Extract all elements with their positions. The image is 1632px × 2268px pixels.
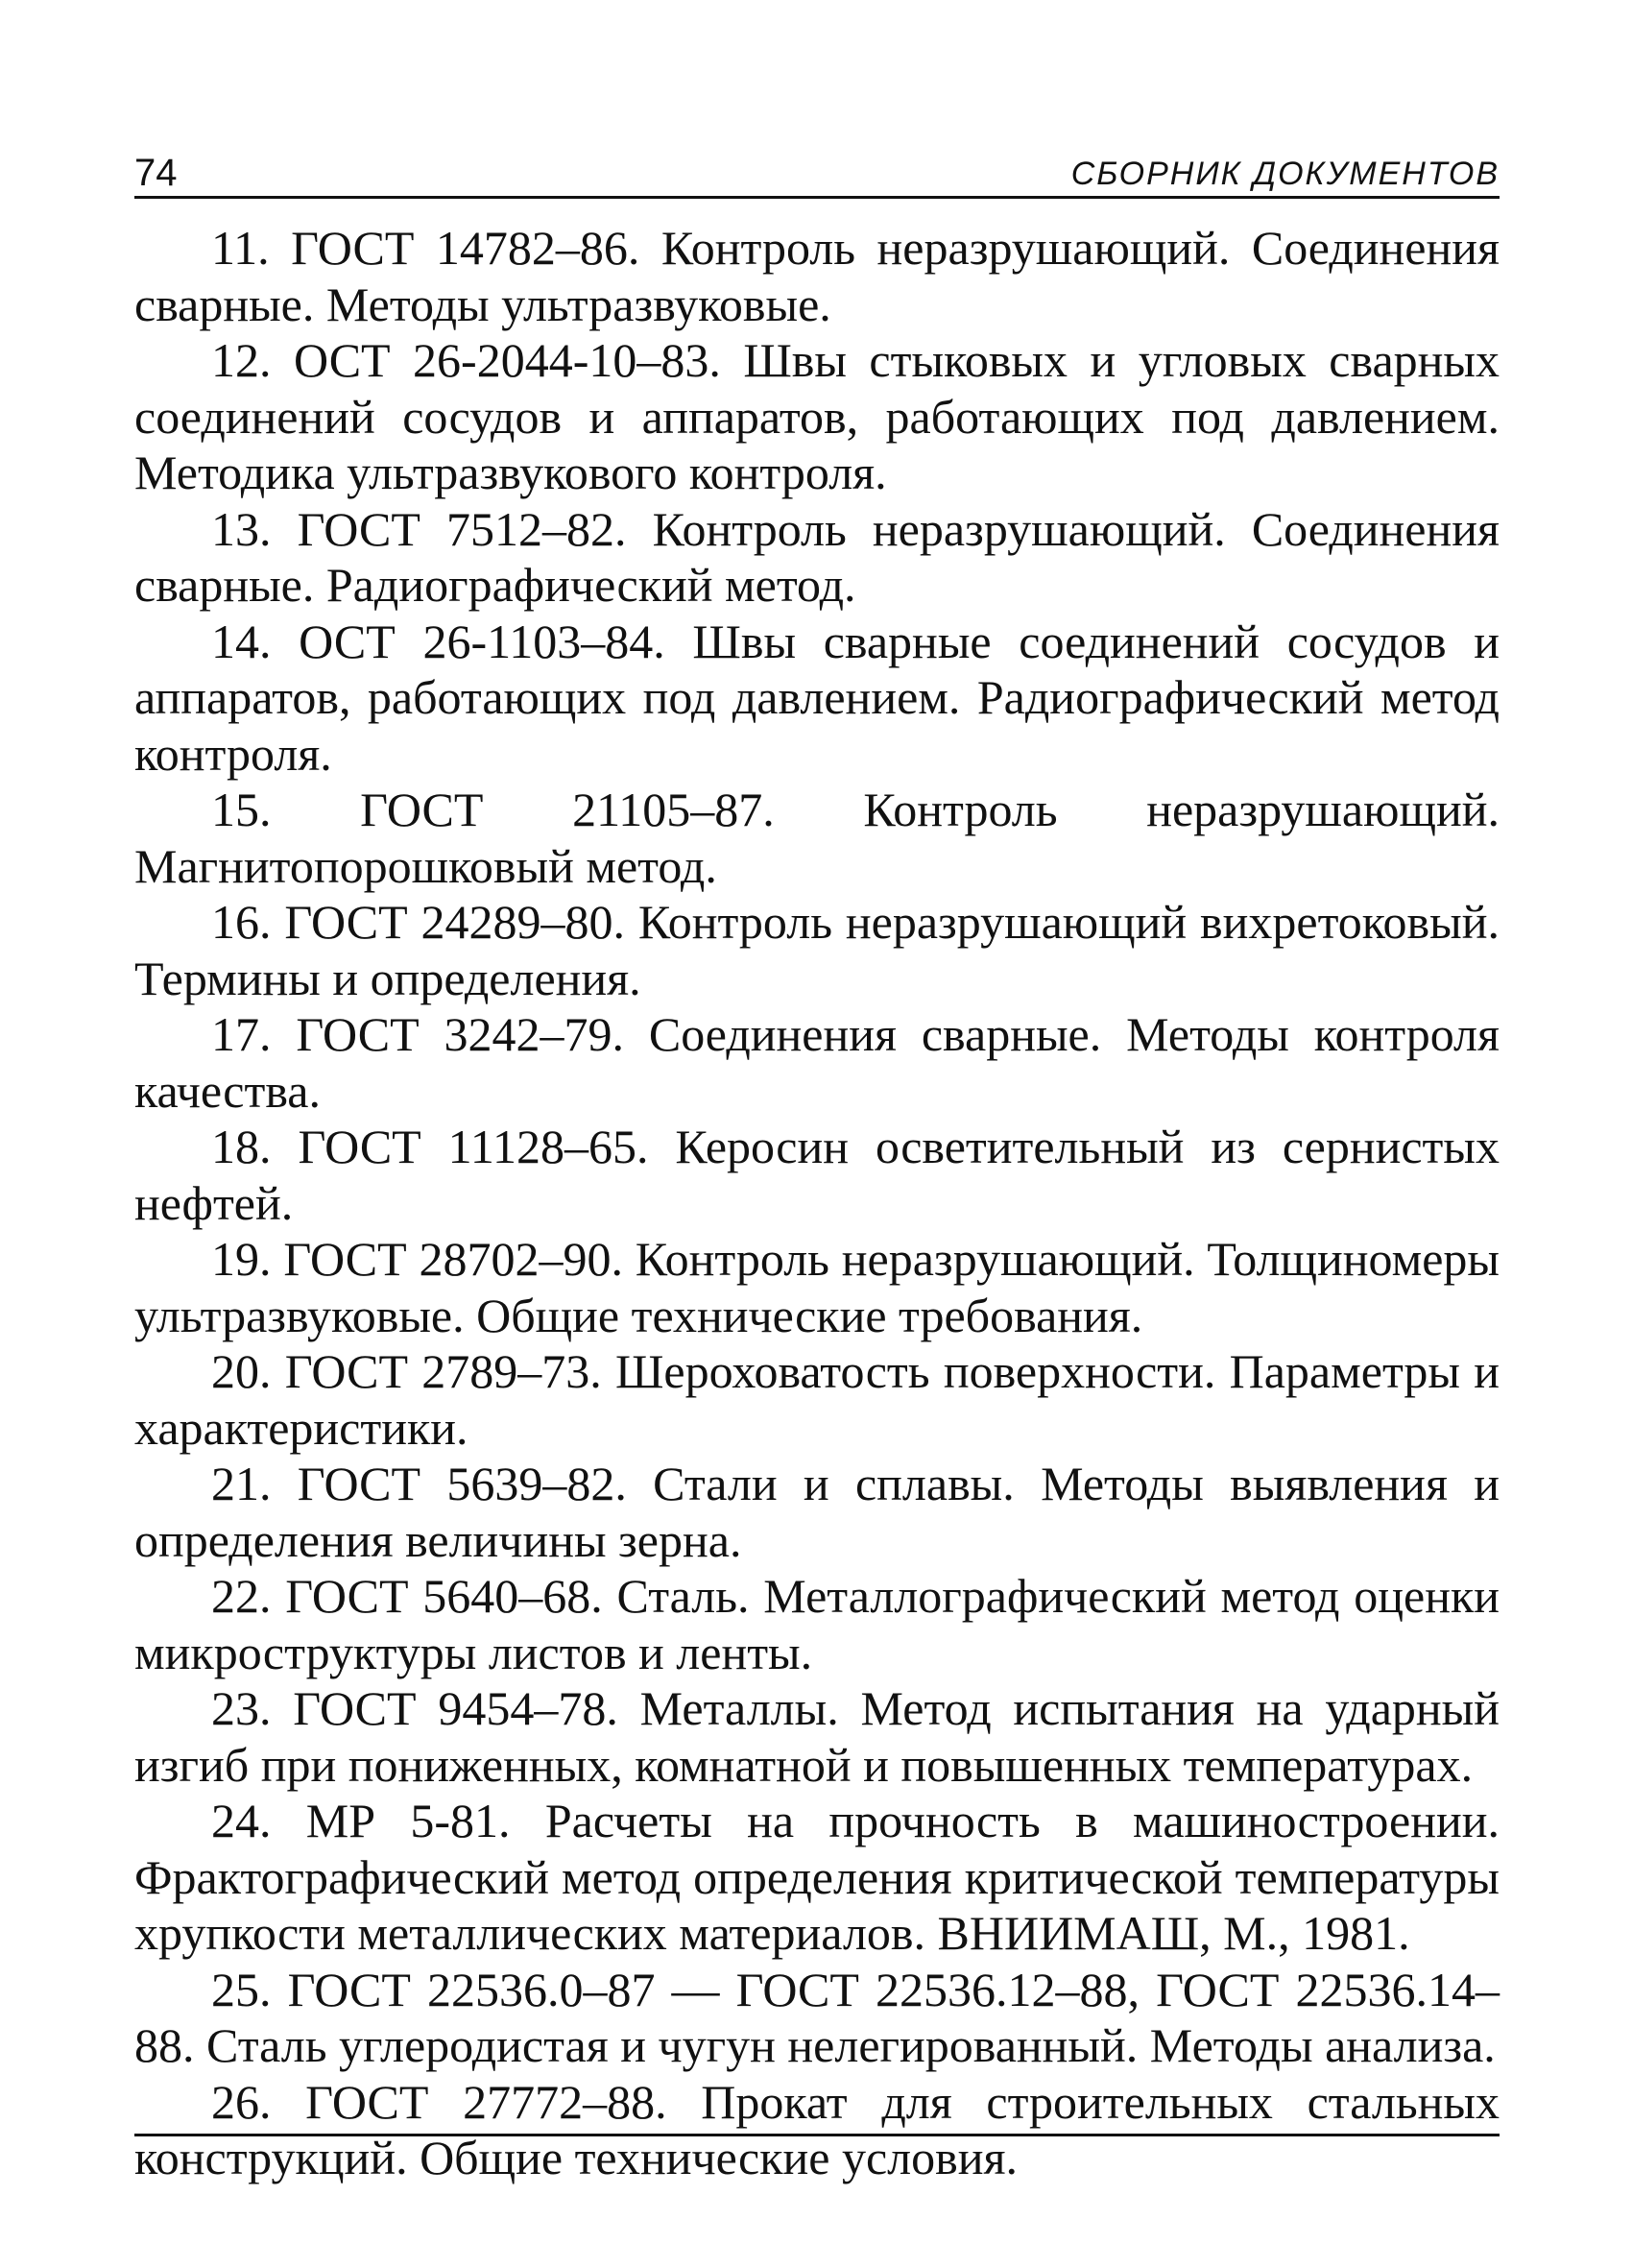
list-item: 12. ОСТ 26-2044-10–83. Швы стыковых и угловых сварных соединений сосудов и аппаратов, работающих под давлением. Методика ультразвукового контроля. <box>134 333 1500 499</box>
list-item: 17. ГОСТ 3242–79. Соединения сварные. Методы контроля качества. <box>134 1007 1500 1118</box>
footer-rule <box>134 2134 1500 2136</box>
reference-list <box>134 220 1500 2186</box>
list-item: 13. ГОСТ 7512–82. Контроль неразрушающий. Соединения сварные. Радиографический метод. <box>134 501 1500 612</box>
list-item: 25. ГОСТ 22536.0–87 — ГОСТ 22536.12–88, ГОСТ 22536.14–88. Сталь углеродистая и чугун нелегированный. Методы анализа. <box>134 1962 1500 2072</box>
list-item: 15. ГОСТ 21105–87. Контроль неразрушающий. Магнитопорошковый метод. <box>134 783 1500 893</box>
page-number: 74 <box>134 152 178 194</box>
list-item: 23. ГОСТ 9454–78. Металлы. Метод испытания на ударный изгиб при пониженных, комнатной и повышенных температурах. <box>134 1681 1500 1792</box>
list-item: 18. ГОСТ 11128–65. Керосин осветительный из сернистых нефтей. <box>134 1120 1500 1230</box>
list-item: 14. ОСТ 26-1103–84. Швы сварные соединений сосудов и аппаратов, работающих под давлением. Радиографический метод контроля. <box>134 614 1500 781</box>
page-header <box>134 142 1500 199</box>
list-item: 21. ГОСТ 5639–82. Стали и сплавы. Методы выявления и определения величины зерна. <box>134 1457 1500 1567</box>
list-item: 11. ГОСТ 14782–86. Контроль неразрушающий. Соединения сварные. Методы ультразвуковые. <box>134 221 1500 331</box>
list-item: 16. ГОСТ 24289–80. Контроль неразрушающий вихретоковый. Термины и определения. <box>134 895 1500 1005</box>
list-item: 20. ГОСТ 2789–73. Шероховатость поверхности. Параметры и характеристики. <box>134 1344 1500 1455</box>
list-item: 26. ГОСТ 27772–88. Прокат для строительных стальных конструкций. Общие технические условия. <box>134 2074 1500 2184</box>
list-item: 22. ГОСТ 5640–68. Сталь. Металлографический метод оценки микроструктуры листов и ленты. <box>134 1569 1500 1679</box>
list-item: 19. ГОСТ 28702–90. Контроль неразрушающий. Толщиномеры ультразвуковые. Общие технические требования. <box>134 1232 1500 1342</box>
running-title: СБОРНИК ДОКУМЕНТОВ <box>1070 156 1500 192</box>
list-item: 24. МР 5-81. Расчеты на прочность в машиностроении. Фрактографический метод определения критической температуры хрупкости металлических материалов. ВНИИМАШ, М., 1981. <box>134 1794 1500 1960</box>
